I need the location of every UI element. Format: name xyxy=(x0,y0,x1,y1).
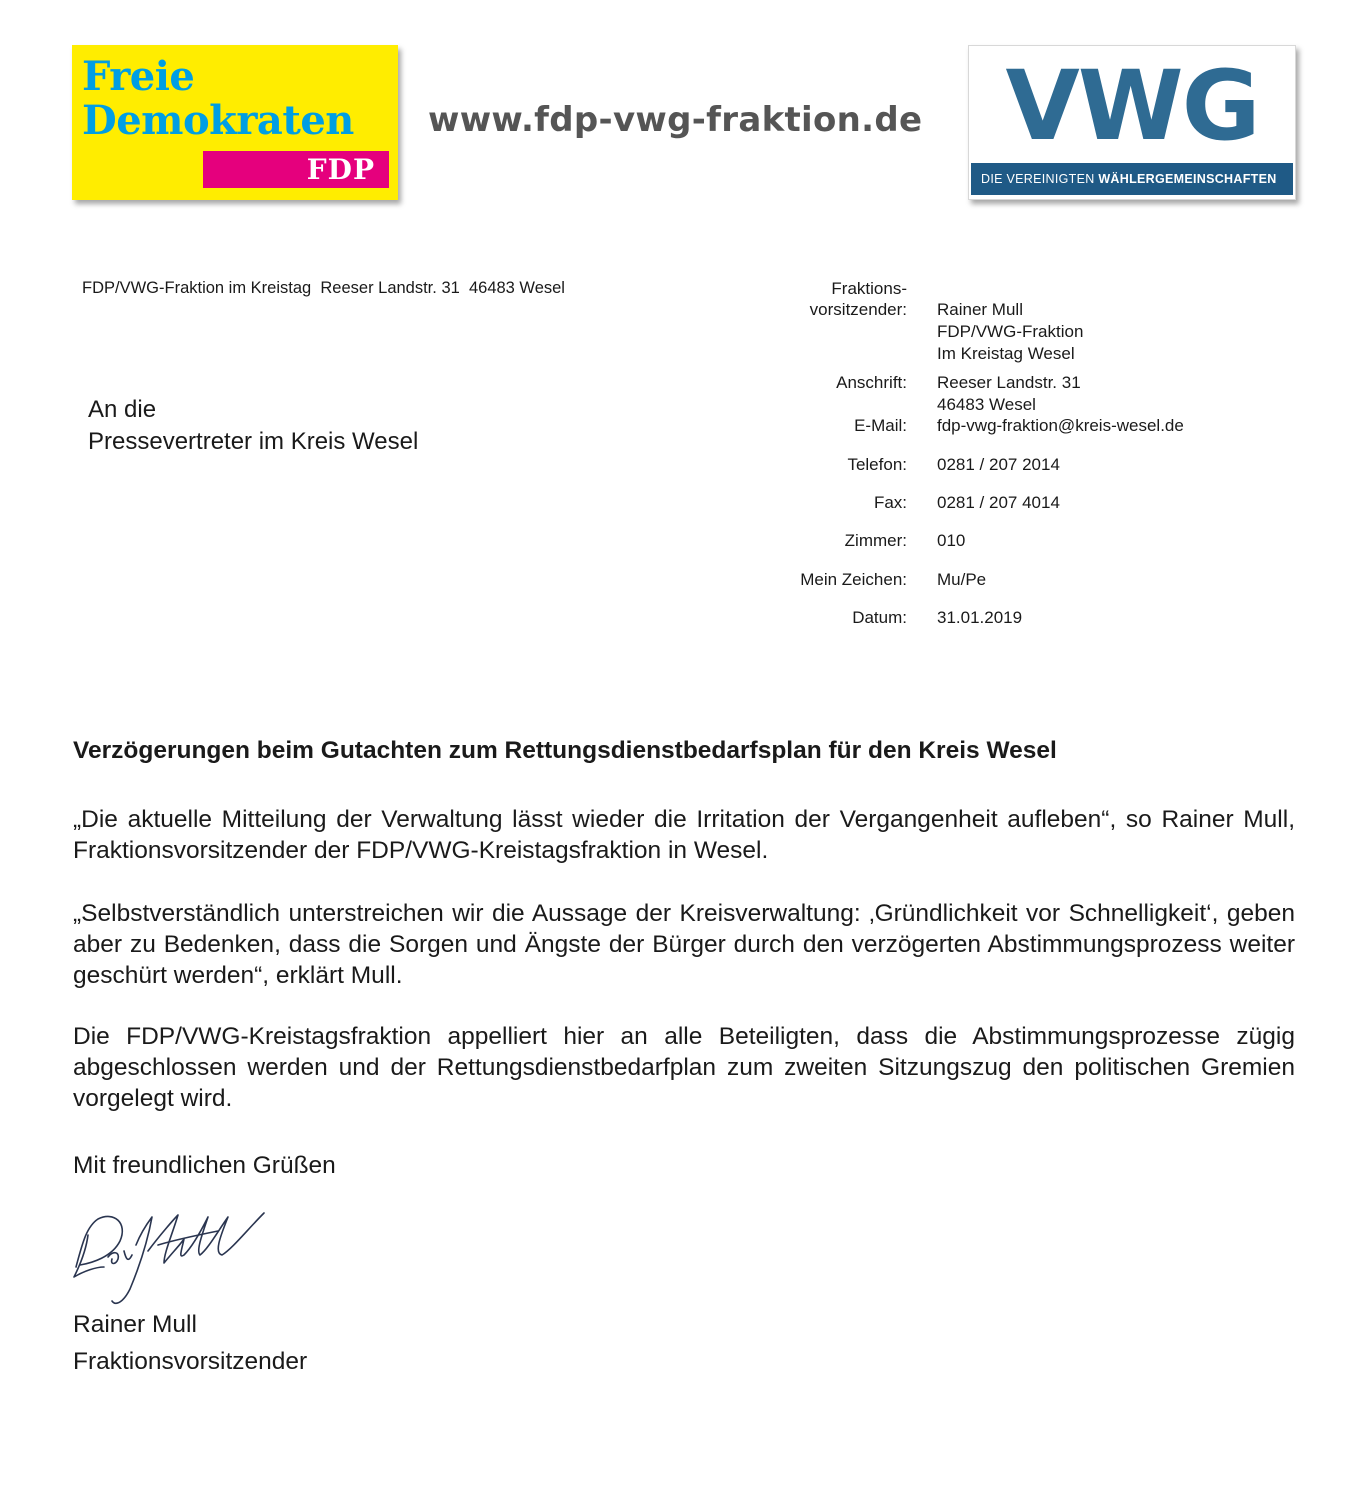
recipient-line1: An die xyxy=(88,396,157,423)
address-value-1: Reeser Landstr. 31 xyxy=(937,373,1081,392)
fdp-logo-line2: Demokraten xyxy=(82,97,354,144)
email-label: E-Mail: xyxy=(854,416,907,435)
email-value[interactable]: fdp-vwg-fraktion@kreis-wesel.de xyxy=(937,416,1184,435)
fdp-logo-tag: FDP xyxy=(306,153,375,186)
fax-value: 0281 / 207 4014 xyxy=(937,493,1060,512)
vwg-logo-wordmark: VWG xyxy=(1005,50,1259,162)
closing-line: Mit freundlichen Grüßen xyxy=(73,1152,336,1179)
letter-subject: Verzögerungen beim Gutachten zum Rettungsdienstbedarfsplan für den Kreis Wesel xyxy=(73,737,1057,764)
address-label: Anschrift: xyxy=(836,373,907,392)
body-paragraph-2: „Selbstverständlich unterstreichen wir die Aussage der Kreisverwaltung: ‚Gründlichkeit vor Schnelligkeit‘, geben aber zu Bedenken, dass die Sorgen und Ängste der Bürger durch den verzögerten Abstimmungsprozess weiter geschürt werden“, erklärt Mull. xyxy=(73,900,1295,989)
handwritten-signature xyxy=(68,1205,278,1315)
vwg-logo-band xyxy=(971,163,1293,195)
chair-value-2: FDP/VWG-Fraktion xyxy=(937,322,1084,341)
fdp-logo-line1: Freie xyxy=(82,53,195,100)
vwg-logo xyxy=(968,45,1296,200)
room-value: 010 xyxy=(937,531,966,550)
date-value: 31.01.2019 xyxy=(937,608,1023,627)
fdp-logo xyxy=(72,45,398,200)
date-label: Datum: xyxy=(852,608,907,627)
vwg-tagline-bold: WÄHLERGEMEINSCHAFTEN xyxy=(1098,172,1277,186)
chair-value-1: Rainer Mull xyxy=(937,300,1023,319)
body-paragraph-1: „Die aktuelle Mitteilung der Verwaltung lässt wieder die Irritation der Vergangenheit aufleben“, so Rainer Mull, Fraktionsvorsitzender der FDP/VWG-Kreistagsfraktion in Wesel. xyxy=(73,806,1295,864)
recipient-line2: Pressevertreter im Kreis Wesel xyxy=(88,428,419,455)
fdp-logo-box xyxy=(203,151,389,188)
reference-label: Mein Zeichen: xyxy=(800,570,907,589)
address-value-2: 46483 Wesel xyxy=(937,395,1036,414)
chair-label-2: vorsitzender: xyxy=(809,300,907,319)
website-url: www.fdp-vwg-fraktion.de xyxy=(428,100,923,140)
body-paragraph-3: Die FDP/VWG-Kreistagsfraktion appelliert hier an alle Beteiligten, dass die Abstimmungsprozesse zügig abgeschlossen werden und der Rettungsdienstbedarfplan zum zweiten Sitzungszug den politischen Gremien vorgelegt wird. xyxy=(73,1023,1295,1112)
chair-value-3: Im Kreistag Wesel xyxy=(937,344,1075,363)
phone-label: Telefon: xyxy=(847,455,907,474)
signer-name: Rainer Mull xyxy=(73,1311,197,1338)
sender-address-line: FDP/VWG-Fraktion im Kreistag Reeser Landstr. 31 46483 Wesel xyxy=(82,279,565,297)
room-label: Zimmer: xyxy=(844,531,907,550)
signer-title: Fraktionsvorsitzender xyxy=(73,1348,308,1375)
chair-label-1: Fraktions- xyxy=(831,279,907,298)
vwg-tagline-light: DIE VEREINIGTEN xyxy=(981,172,1099,186)
reference-value: Mu/Pe xyxy=(937,570,987,589)
phone-value: 0281 / 207 2014 xyxy=(937,455,1060,474)
fax-label: Fax: xyxy=(873,493,907,512)
recipient-block xyxy=(88,394,418,458)
